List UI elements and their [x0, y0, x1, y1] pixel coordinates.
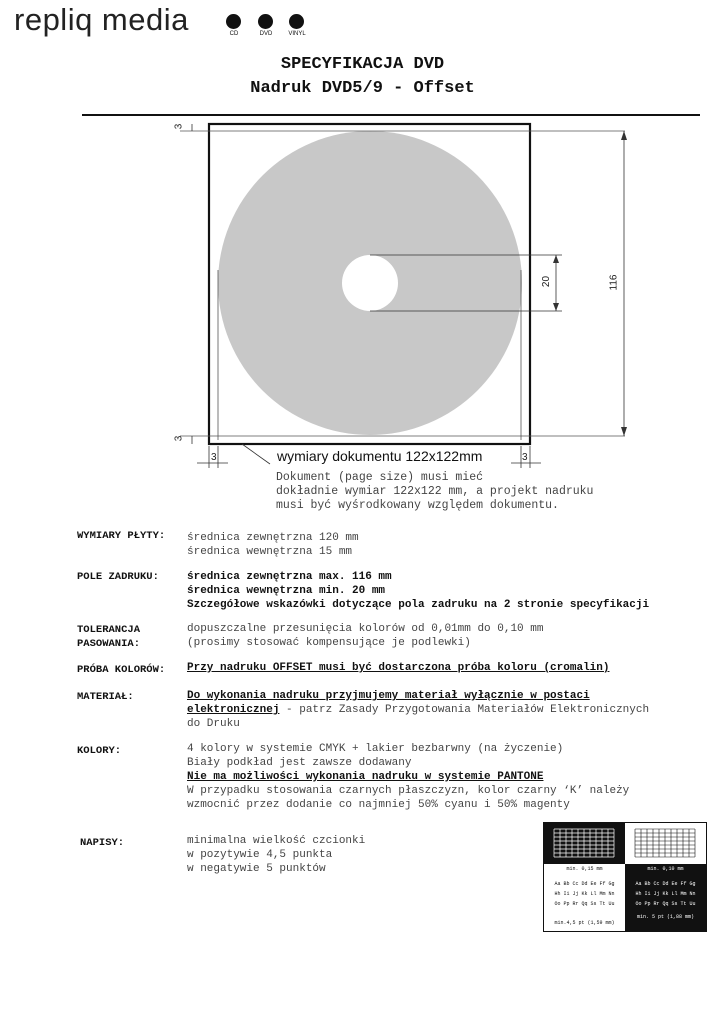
disc-diagram	[170, 118, 650, 470]
dim-bottom-margin: 3	[173, 435, 185, 442]
label-wymiary: WYMIARY PŁYTY:	[77, 530, 166, 542]
brand-logo: repliq media	[14, 2, 189, 37]
header-divider	[82, 114, 700, 116]
cd-dot-icon	[226, 14, 241, 29]
document-description: Dokument (page size) musi mieć dokładnie wymiar 122x122 mm, a projekt nadruku musi być wyśrodkowany względem dokumentu.	[276, 471, 594, 512]
format-label-dvd: DVD	[259, 31, 273, 37]
value-wymiary: średnica zewnętrzna 120 mm średnica wewnętrzna 15 mm	[187, 532, 359, 558]
negative-font-label: min. 5 pt (1,88 mm)	[636, 914, 694, 920]
positive-line-label: min. 0,15 mm	[544, 864, 625, 877]
line-font-sample-box	[543, 822, 707, 932]
document-size-caption: wymiary dokumentu 122x122mm	[277, 448, 483, 464]
value-material: Do wykonania nadruku przyjmujemy materiał wyłącznie w postaci elektronicznej - patrz Zasady Przygotowania Materiałów Elektronicznych do Druku	[187, 690, 650, 730]
label-material: MATERIAŁ:	[77, 691, 134, 703]
negative-font-sample: Aa Bb Cc Dd Ee Ff Gg Hh Ii Jj Kk Ll Mm Nn Oo Pp Rr Qq Ss Tt Uu min. 5 pt (1,88 mm)	[625, 877, 706, 931]
dim-right-margin: 3	[522, 452, 528, 463]
positive-grid-icon	[544, 823, 625, 861]
label-proba: PRÓBA KOLORÓW:	[77, 664, 166, 676]
format-label-vinyl: VINYL	[288, 31, 306, 37]
label-kolory: KOLORY:	[77, 745, 122, 757]
value-pole: średnica zewnętrzna max. 116 mm średnica wewnętrzna min. 20 mm Szczegółowe wskazówki dotyczące pola zadruku na 2 stronie specyfikacji	[187, 571, 650, 611]
dvd-dot-icon	[258, 14, 273, 29]
dim-hole-diameter: 20	[541, 275, 553, 288]
label-napisy: NAPISY:	[80, 837, 125, 849]
format-label-cd: CD	[229, 31, 239, 37]
value-proba: Przy nadruku OFFSET musi być dostarczona próba koloru (cromalin)	[187, 662, 610, 674]
label-tolerancja: TOLERANCJA PASOWANIA:	[77, 624, 141, 650]
label-pole: POLE ZADRUKU:	[77, 571, 159, 583]
positive-font-label: min.4,5 pt (1,59 mm)	[544, 915, 625, 931]
dim-top-margin: 3	[173, 123, 185, 130]
negative-line-label: min. 0,10 mm	[625, 864, 706, 877]
dim-print-area: 116	[608, 274, 620, 291]
positive-font-sample: Aa Bb Cc Dd Ee Ff Gg Hh Ii Jj Kk Ll Mm Nn Oo Pp Rr Qq Ss Tt Uu	[544, 879, 625, 915]
page-subtitle: Nadruk DVD5/9 - Offset	[250, 79, 475, 98]
page-title: SPECYFIKACJA DVD	[280, 55, 445, 74]
vinyl-dot-icon	[289, 14, 304, 29]
disc-center-hole	[342, 255, 398, 311]
value-napisy: minimalna wielkość czcionki w pozytywie 4,5 punkta w negatywie 5 punktów	[187, 835, 366, 875]
value-tolerancja: dopuszczalne przesunięcia kolorów od 0,01mm do 0,10 mm (prosimy stosować kompensujące je podlewki)	[187, 623, 544, 649]
negative-grid-icon	[625, 823, 706, 861]
dim-left-margin: 3	[211, 452, 217, 463]
value-kolory: 4 kolory w systemie CMYK + lakier bezbarwny (na życzenie) Biały podkład jest zawsze dodawany Nie ma możliwości wykonania nadruku w systemie PANTONE W przypadku stosowania czarnych płaszczyzn, kolor czarny ‘K’ należy wzmocnić przez dodanie co najmniej 50% cyanu i 50% magenty	[187, 743, 630, 811]
